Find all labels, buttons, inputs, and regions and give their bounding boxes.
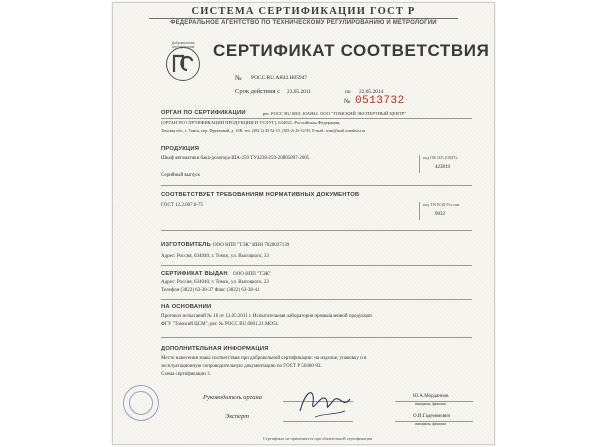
serial-label: № bbox=[344, 98, 351, 105]
valid-from: 23.05.2011 bbox=[287, 89, 312, 95]
issued-to-name: ООО НПП "ТЭК" bbox=[233, 272, 271, 277]
head-of-body-name: Ю.А.Морданнов bbox=[413, 394, 449, 399]
basis-line1: Протокол испытаний № 16 от 12.05.2011 г. Испытательная лаборатория промышленной продукции bbox=[161, 314, 372, 319]
certification-body-line1: рег. РОСС RU.0001.10АЯ42. ООО "ТОМСКИЙ ЭКСПЕРТНЫЙ ЦЕНТР" bbox=[263, 111, 407, 116]
gost-r-mark-icon bbox=[166, 47, 200, 81]
product-label: ПРОДУКЦИЯ bbox=[161, 146, 200, 152]
certificate-title: СЕРТИФИКАТ СООТВЕТСТВИЯ bbox=[213, 41, 490, 60]
compliance-standard: ГОСТ 12.2.007.0-75 bbox=[161, 203, 203, 208]
footer-note: Сертификат не применяется при обязательной сертификации bbox=[263, 436, 373, 441]
section-divider bbox=[161, 265, 472, 266]
product-release: Серийный выпуск bbox=[161, 173, 200, 178]
official-stamp-icon bbox=[123, 385, 159, 421]
additional-info-line3: Схема сертификации 3. bbox=[161, 372, 211, 377]
issued-to-label: СЕРТИФИКАТ ВЫДАН bbox=[161, 271, 228, 277]
manufacturer-label: ИЗГОТОВИТЕЛЬ bbox=[161, 242, 211, 248]
certification-body-line2: (ОРГАН ПО СЕРТИФИКАЦИИ ПРОДУКЦИИ И УСЛУГ), 634021, Российская Федерация, bbox=[161, 120, 341, 125]
manufacturer-address: Адрес: Россия, 634040, г. Томск, ул. Высоцкого, 33 bbox=[161, 254, 269, 259]
additional-info-line2: эксплуатационную сопроводительную документацию по ГОСТ Р 50460-92. bbox=[161, 364, 322, 369]
section-divider bbox=[161, 299, 472, 300]
certification-body-label: ОРГАН ПО СЕРТИФИКАЦИИ bbox=[161, 110, 246, 116]
okp-code: 423819 bbox=[435, 165, 450, 170]
certificate-number: РОСС RU.АЯ42.Н05947 bbox=[251, 75, 307, 81]
basis-line2: ФГУ "Томский ЦСМ", рег. № РОСС RU.0001.21.МО51. bbox=[161, 322, 280, 327]
product-description: Шкаф автоматики бака-дозатора ША-259 ТУ4238-259-20885897-2005 bbox=[161, 156, 310, 161]
issued-to-address: Адрес: Россия, 634040, г. Томск, ул. Высоцкого, 33 bbox=[161, 280, 269, 285]
header-divider bbox=[149, 18, 458, 19]
expert-signature-line bbox=[283, 421, 353, 422]
tnved-code-label: код ТН ВЭД России: bbox=[423, 202, 461, 207]
serial-number: 0513732 bbox=[355, 95, 405, 107]
additional-info-line1: Место нанесения знака соответствия при добровольной сертификации: на изделие, упаковку и в bbox=[161, 356, 367, 361]
issued-to-phone: Телефон (3822) 63-38-37 Факс (3822) 63-38-41 bbox=[161, 288, 260, 293]
manufacturer-name: ООО НПП "ТЭК" ИНН 7020037139 bbox=[213, 243, 290, 248]
system-title: СИСТЕМА СЕРТИФИКАЦИИ ГОСТ Р bbox=[191, 6, 416, 17]
basis-label: НА ОСНОВАНИИ bbox=[161, 304, 212, 310]
initials-caption: инициалы, фамилия bbox=[415, 422, 446, 426]
section-divider bbox=[161, 337, 472, 338]
tnved-code: 9032 bbox=[435, 212, 445, 217]
compliance-label: СООТВЕТСТВУЕТ ТРЕБОВАНИЯМ НОРМАТИВНЫХ ДОКУМЕНТОВ bbox=[161, 192, 360, 198]
logo-caption: Добровольная сертификация bbox=[171, 41, 195, 49]
section-divider bbox=[161, 230, 472, 231]
expert-label: Эксперт bbox=[225, 413, 249, 420]
certification-body-line3: Томская обл., г. Томск, пер. Фруктовый, д. 10В, тел. (382 2) 45-52-15, (383-2) 43-52-95, E-mail: tcsm@mail.tomskstst.ru bbox=[161, 128, 366, 133]
agency-name: ФЕДЕРАЛЬНОЕ АГЕНТСТВО ПО ТЕХНИЧЕСКОМУ РЕГУЛИРОВАНИЮ И МЕТРОЛОГИИ bbox=[170, 20, 437, 26]
validity-label: Срок действия с bbox=[235, 88, 281, 95]
signature-icon bbox=[295, 381, 355, 423]
valid-to: 22.05.2014 bbox=[359, 89, 384, 95]
stamp-inner-ring bbox=[129, 391, 153, 415]
section-divider bbox=[161, 118, 472, 119]
valid-to-label: по bbox=[345, 89, 351, 95]
additional-info-label: ДОПОЛНИТЕЛЬНАЯ ИНФОРМАЦИЯ bbox=[161, 346, 269, 352]
expert-name: О.И.Гадеевмович bbox=[413, 414, 451, 419]
number-label: № bbox=[235, 74, 242, 82]
gost-r-logo bbox=[163, 41, 203, 85]
head-of-body-label: Руководитель органа bbox=[203, 394, 262, 401]
section-divider bbox=[161, 185, 472, 186]
okp-code-label: код ОК 005 (ОКП): bbox=[423, 155, 458, 160]
tnved-code-box bbox=[419, 202, 474, 220]
certificate-document bbox=[112, 2, 495, 445]
initials-caption: инициалы, фамилия bbox=[415, 402, 446, 406]
okp-code-box bbox=[419, 155, 474, 173]
